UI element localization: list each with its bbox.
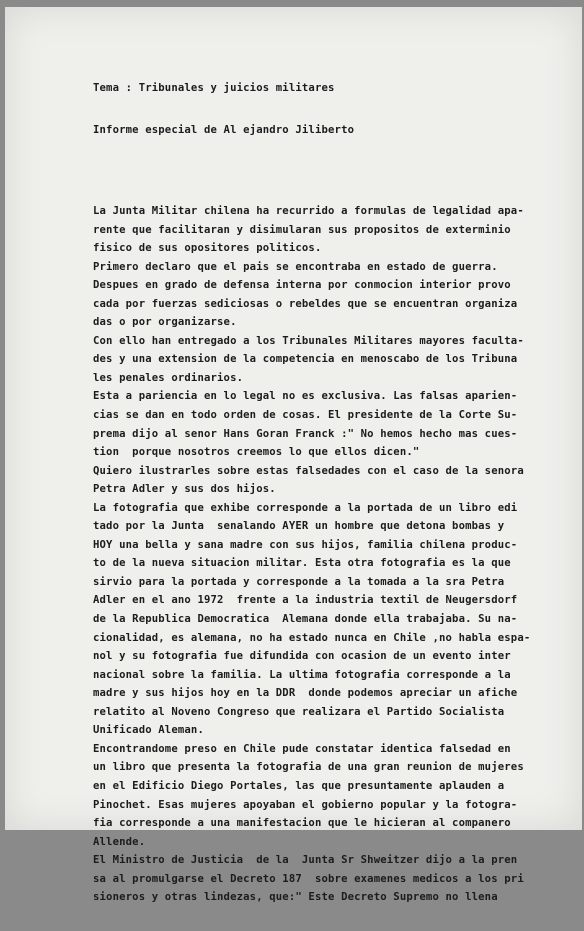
text-line: rente que facilitaran y disimularan sus propositos de exterminio	[93, 223, 511, 236]
text-line: madre y sus hijos hoy en la DDR donde podemos apreciar un afiche	[93, 687, 518, 700]
text-line: en el Edificio Diego Portales, las que presuntamente aplauden a	[93, 779, 505, 792]
text-line: Quiero ilustrarles sobre estas falsedades con el caso de la senora	[93, 464, 524, 477]
text-line: El Ministro de Justicia de la Junta Sr Shweitzer dijo a la pren	[93, 854, 518, 867]
text-line: relatito al Noveno Congreso que realizara el Partido Socialista	[93, 705, 505, 718]
document-body	[93, 202, 583, 907]
text-line: tado por la Junta senalando AYER un hombre que detona bombas y	[93, 520, 505, 533]
text-line: tion porque nosotros creemos lo que ellos dicen."	[93, 446, 420, 459]
text-line: Petra Adler y sus dos hijos.	[93, 483, 276, 496]
text-line: to de la nueva situacion militar. Esta otra fotografia es la que	[93, 557, 511, 570]
text-line: das o por organizarse.	[93, 316, 237, 329]
text-line: sioneros y otras lindezas, que:" Este Decreto Supremo no llena	[93, 891, 498, 904]
text-line: fisico de sus opositores politicos.	[93, 242, 322, 255]
text-line: fia corresponde a una manifestacion que le hicieran al companero	[93, 817, 511, 830]
text-line: Despues en grado de defensa interna por conmocion interior provo	[93, 279, 511, 292]
header-spacer	[93, 163, 583, 178]
text-line: les penales ordinarios.	[93, 371, 244, 384]
text-line: HOY una bella y sana madre con sus hijos, familia chilena produc-	[93, 538, 518, 551]
text-line: cada por fuerzas sediciosas o rebeldes que se encuentran organiza	[93, 297, 518, 310]
text-line: Allende.	[93, 835, 146, 848]
text-line: Esta a pariencia en lo legal no es exclusiva. Las falsas aparien-	[93, 390, 518, 403]
document-topic: Tema : Tribunales y juicios militares	[93, 82, 335, 94]
text-line: sirvio para la portada y corresponde a la tomada a la sra Petra	[93, 575, 505, 588]
text-line: Con ello han entregado a los Tribunales Militares mayores faculta-	[93, 334, 524, 347]
text-line: un libro que presenta la fotografia de una gran reunion de mujeres	[93, 761, 524, 774]
text-line: sa al promulgarse el Decreto 187 sobre examenes medicos a los pri	[93, 872, 524, 885]
text-line: nol y su fotografia fue difundida con ocasion de un evento inter	[93, 650, 511, 663]
document-byline: Informe especial de Al ejandro Jiliberto	[93, 124, 355, 136]
text-line: prema dijo al senor Hans Goran Franck :" No hemos hecho mas cues-	[93, 427, 518, 440]
document-page	[5, 7, 582, 904]
text-line: Primero declaro que el pais se encontraba en estado de guerra.	[93, 260, 498, 273]
text-line: de la Republica Democratica Alemana donde ella trabajaba. Su na-	[93, 613, 518, 626]
text-line: cias se dan en todo orden de cosas. El presidente de la Corte Su-	[93, 409, 518, 422]
text-line: Adler en el ano 1972 frente a la industria textil de Neugersdorf	[93, 594, 518, 607]
text-line: des y una extension de la competencia en menoscabo de los Tribuna	[93, 353, 518, 366]
text-line: cionalidad, es alemana, no ha estado nunca en Chile ,no habla espa-	[93, 631, 531, 644]
text-line: La Junta Militar chilena ha recurrido a formulas de legalidad apa-	[93, 205, 524, 217]
text-line: La fotografia que exhibe corresponde a la portada de un libro edi	[93, 501, 518, 514]
text-line: Encontrandome preso en Chile pude constatar identica falsedad en	[93, 742, 511, 755]
typewritten-text	[93, 55, 583, 931]
text-line: Pinochet. Esas mujeres apoyaban el gobierno popular y la fotogra-	[93, 798, 518, 811]
text-line: Unificado Aleman.	[93, 724, 204, 737]
text-line: nacional sobre la familia. La ultima fotografia corresponde a la	[93, 668, 511, 681]
